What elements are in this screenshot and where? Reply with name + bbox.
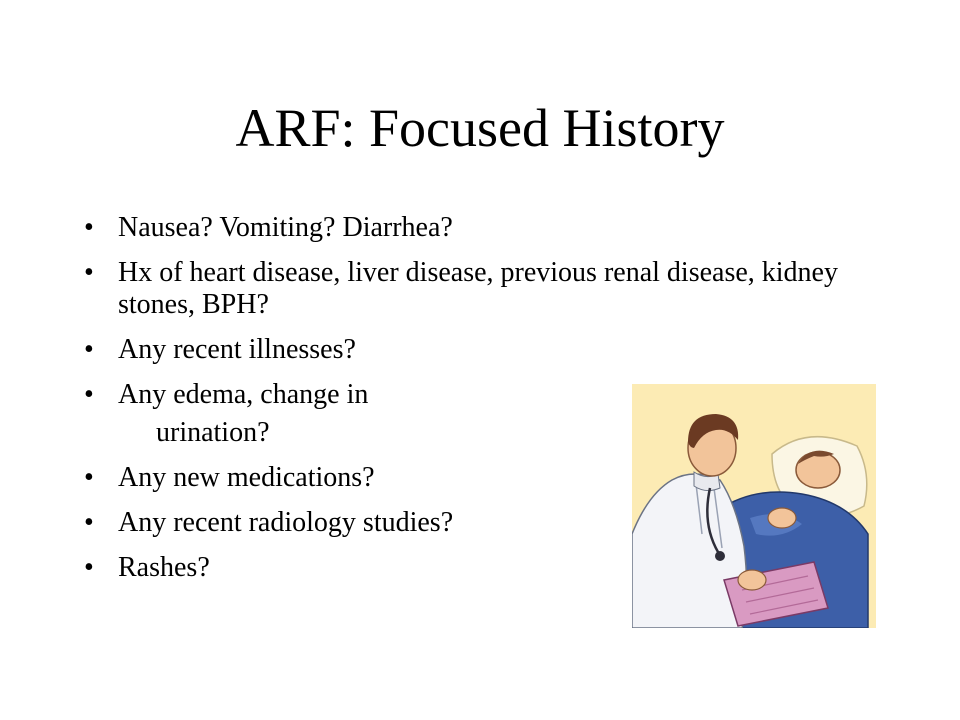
bullet-dot: • <box>84 257 94 288</box>
stethoscope-chestpiece <box>715 551 725 561</box>
bullet-text: Any recent radiology studies? <box>118 507 454 538</box>
bullet-text: Any edema, change in <box>118 379 369 410</box>
bullet-dot: • <box>84 552 94 583</box>
bullet-text: Nausea? Vomiting? Diarrhea? <box>118 212 453 243</box>
bullet-text: Hx of heart disease, liver disease, previous renal disease, kidney stones, BPH? <box>118 257 838 320</box>
patient-head <box>796 452 840 488</box>
bullet-dot: • <box>84 334 94 365</box>
bullet-dot: • <box>84 379 94 410</box>
bullet-dot: • <box>84 212 94 243</box>
bullet-item <box>84 257 844 321</box>
slide-title: ARF: Focused History <box>235 98 725 158</box>
bullet-text: Rashes? <box>118 552 210 583</box>
bullet-item <box>84 212 844 244</box>
doctor-with-patient-clipart-icon <box>632 384 876 628</box>
bullet-text: Any recent illnesses? <box>118 334 356 365</box>
bullet-dot: • <box>84 462 94 493</box>
doctor-hand <box>738 570 766 590</box>
bullet-text: Any new medications? <box>118 462 375 493</box>
bullet-dot: • <box>84 507 94 538</box>
patient-hand <box>768 508 796 528</box>
bullet-text: urination? <box>156 417 270 448</box>
bullet-item <box>84 334 844 366</box>
